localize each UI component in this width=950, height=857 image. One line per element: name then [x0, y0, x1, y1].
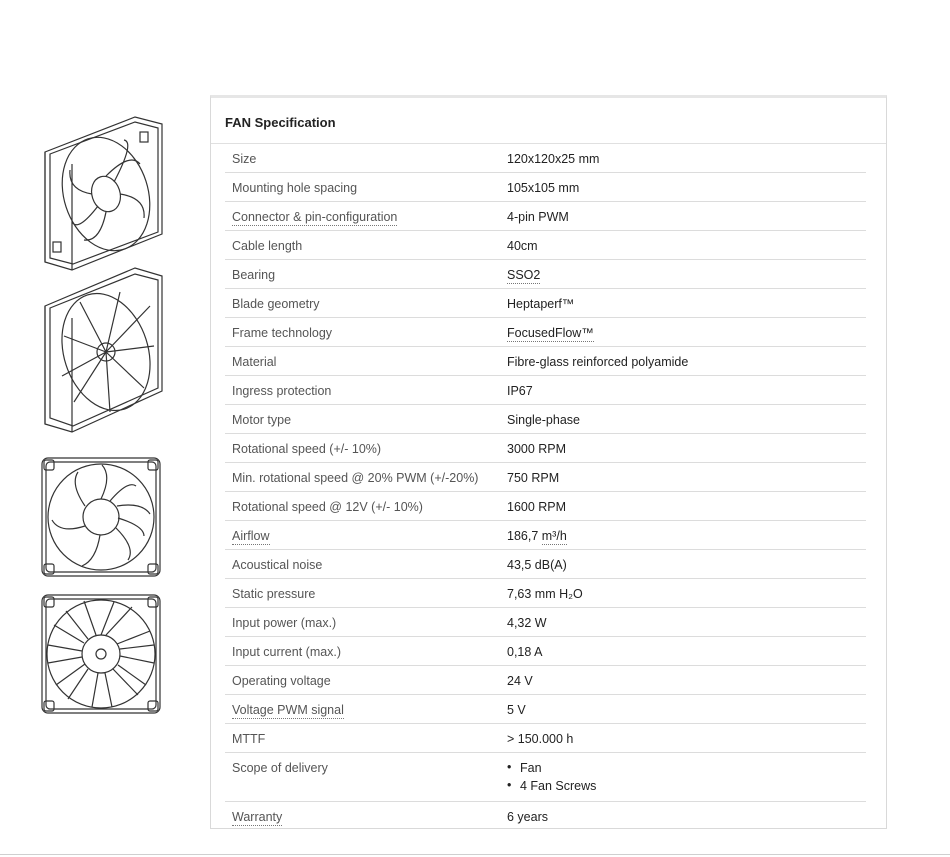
table-row: [225, 579, 866, 608]
fan-angle-back-icon[interactable]: [40, 266, 165, 436]
spec-value: Fibre-glass reinforced polyamide: [507, 355, 689, 369]
table-row: [225, 724, 866, 753]
table-row: [225, 550, 866, 579]
table-row: [225, 231, 866, 260]
list-item: • Fan: [507, 761, 866, 775]
spec-label: Input power (max.): [232, 616, 337, 630]
table-row: [225, 144, 866, 173]
spec-label: Rotational speed @ 12V (+/- 10%): [232, 500, 423, 514]
table-row: [225, 492, 866, 521]
spec-value: 24 V: [507, 674, 533, 688]
spec-value: 40cm: [507, 239, 538, 253]
spec-value: 3000 RPM: [507, 442, 567, 456]
spec-label: Frame technology: [232, 326, 333, 340]
table-row: [225, 202, 866, 231]
list-item: • 4 Fan Screws: [507, 779, 866, 793]
table-row: [225, 318, 866, 347]
spec-value: IP67: [507, 384, 533, 398]
tooltip-link-voltage-pwm[interactable]: Voltage PWM signal: [232, 703, 344, 717]
spec-value: 120x120x25 mm: [507, 152, 600, 166]
table-row: [225, 434, 866, 463]
tooltip-link-frame-technology[interactable]: FocusedFlow™: [507, 326, 594, 340]
table-row: [225, 666, 866, 695]
spec-value: 43,5 dB(A): [507, 558, 567, 572]
spec-value: > 150.000 h: [507, 732, 574, 746]
table-row: [225, 260, 866, 289]
spec-label: Operating voltage: [232, 674, 331, 688]
spec-label: Min. rotational speed @ 20% PWM (+/-20%): [232, 471, 479, 485]
fan-back-icon[interactable]: [40, 593, 162, 715]
spec-label: Rotational speed (+/- 10%): [232, 442, 382, 456]
spec-value: 0,18 A: [507, 645, 543, 659]
spec-value-tooltip[interactable]: [507, 268, 866, 282]
spec-label: Static pressure: [232, 587, 316, 601]
spec-value: 4,32 W: [507, 616, 547, 630]
spec-value: 4-pin PWM: [507, 210, 569, 224]
table-row: [225, 289, 866, 318]
table-row: [225, 521, 866, 550]
tooltip-link-airflow[interactable]: Airflow: [232, 529, 270, 543]
spec-value: Single-phase: [507, 413, 580, 427]
tooltip-link-connector[interactable]: Connector & pin-configuration: [232, 210, 398, 224]
fan-specification-panel: [210, 95, 887, 829]
spec-label: Material: [232, 355, 277, 369]
fan-angle-front-icon[interactable]: [40, 112, 165, 272]
panel-title: FAN Specification: [211, 98, 886, 144]
spec-value: 1600 RPM: [507, 500, 567, 514]
tooltip-link-bearing[interactable]: SSO2: [507, 268, 541, 282]
spec-label-tooltip[interactable]: [225, 210, 507, 224]
table-row: [225, 608, 866, 637]
spec-table: [225, 144, 866, 831]
table-row: [225, 463, 866, 492]
spec-value-tooltip[interactable]: [507, 326, 866, 340]
spec-value: 750 RPM: [507, 471, 560, 485]
spec-label: MTTF: [232, 732, 266, 746]
spec-label-tooltip[interactable]: [225, 529, 507, 543]
tooltip-link-unit[interactable]: m³/h: [541, 529, 567, 543]
table-row: [225, 376, 866, 405]
divider: [0, 854, 950, 855]
table-row: [225, 637, 866, 666]
spec-value: 6 years: [507, 810, 548, 824]
table-row: [225, 753, 866, 802]
spec-value: 7,63 mm H₂O: [507, 587, 583, 601]
spec-value: 5 V: [507, 703, 526, 717]
table-row: [225, 173, 866, 202]
spec-value: [507, 761, 866, 797]
delivery-list: [507, 761, 866, 793]
spec-label-tooltip[interactable]: [225, 703, 507, 717]
spec-label: Cable length: [232, 239, 303, 253]
spec-label: Input current (max.): [232, 645, 342, 659]
table-row: [225, 695, 866, 724]
table-row: [225, 802, 866, 831]
tooltip-link-warranty[interactable]: Warranty: [232, 810, 283, 824]
fan-front-icon[interactable]: [40, 456, 162, 578]
spec-label: Motor type: [232, 413, 292, 427]
spec-label: Ingress protection: [232, 384, 332, 398]
airflow-value: 186,7: [507, 529, 539, 543]
spec-value: Heptaperf™: [507, 297, 575, 311]
spec-value: [507, 529, 866, 543]
spec-label: Bearing: [232, 268, 276, 282]
table-row: [225, 347, 866, 376]
spec-label: Mounting hole spacing: [232, 181, 358, 195]
spec-label: Scope of delivery: [232, 761, 328, 775]
spec-label: Blade geometry: [232, 297, 320, 311]
spec-label: Acoustical noise: [232, 558, 323, 572]
table-row: [225, 405, 866, 434]
spec-value: 105x105 mm: [507, 181, 580, 195]
spec-label: Size: [232, 152, 257, 166]
spec-label-tooltip[interactable]: [225, 810, 507, 824]
